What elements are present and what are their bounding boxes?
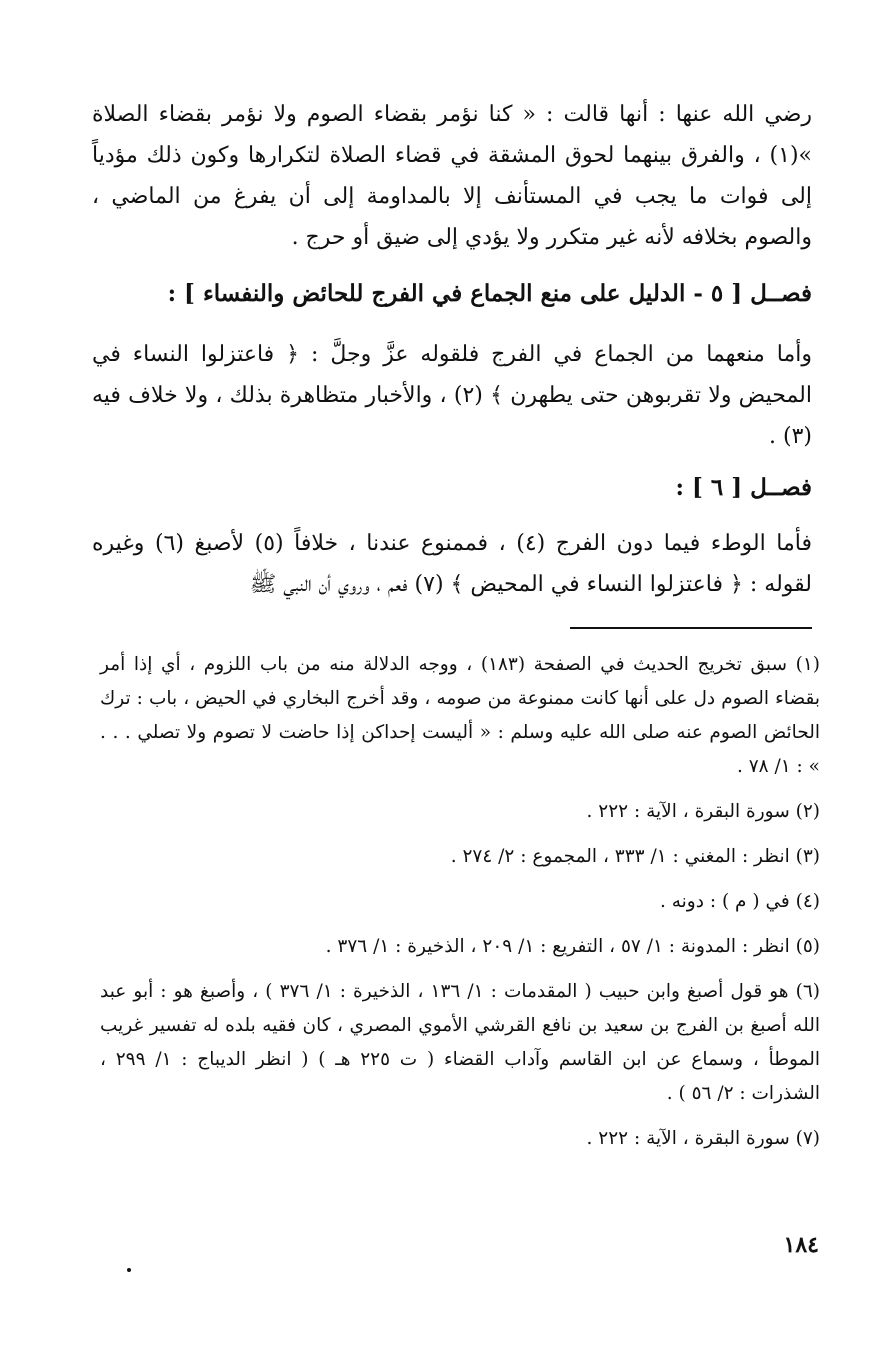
paragraph-2: وأما منعهما من الجماع في الفرج فلقوله عزَّ وجلَّ : ﴿ فاعتزلوا النساء في المحيض ولا تقربوهن حتى يطهرن ﴾ (٢) ، والأخبار متظاهرة بذلك ، ولا خلاف فيه (٣) . — [92, 342, 812, 449]
footnote-4: (٤) في ( م ) : دونه . — [659, 891, 820, 912]
paragraph-1: رضي الله عنها : أنها قالت : « كنا نؤمر بقضاء الصوم ولا نؤمر بقضاء الصلاة »(١) ، والفرق بينهما لحوق المشقة في قضاء الصلاة لتكرارها وكون ذلك مؤدياً إلى فوات ما يجب في المستأنف إلا بالمداومة إلى أن يفرغ من الماضي ، والصوم بخلافه لأنه غير متكرر ولا يؤدي إلى ضيق أو حرج . — [92, 102, 812, 250]
footnote-divider — [570, 627, 812, 629]
footnote-3: (٣) انظر : المغني : ١/ ٣٣٣ ، المجموع : ٢/ ٢٧٤ . — [450, 846, 820, 867]
footnote-2: (٢) سورة البقرة ، الآية : ٢٢٢ . — [586, 801, 820, 822]
page-number: ١٨٤ — [783, 1232, 819, 1258]
footnote-7: (٧) سورة البقرة ، الآية : ٢٢٢ . — [586, 1128, 820, 1149]
footnotes — [100, 648, 820, 1167]
paragraph-3: فأما الوطء فيما دون الفرج (٤) ، فممنوع عندنا ، خلافاً (٥) لأصبغ (٦) وغيره لقوله : ﴿ فاعتزلوا النساء في المحيض ﴾ (٧) فعم ، وروي أن النبي ﷺ — [92, 531, 812, 597]
section-heading-6: فصــل [ ٦ ] : — [675, 474, 812, 501]
footnote-5: (٥) انظر : المدونة : ١/ ٥٧ ، التفريع : ١/ ٢٠٩ ، الذخيرة : ١/ ٣٧٦ . — [325, 936, 820, 957]
section-heading-5: فصــل [ ٥ - الدليل على منع الجماع في الفرج للحائض والنفساء ] : — [167, 280, 812, 307]
footnote-1: (١) سبق تخريج الحديث في الصفحة (١٨٣) ، ووجه الدلالة منه من باب اللزوم ، أي إذا أمر بقضاء الصوم دل على أنها كانت ممنوعة من صومه ، وقد أخرج البخاري في الحيض ، باب : ترك الحائض الصوم عنه صلى الله عليه وسلم : « أليست إحداكن إذا حاضت لا تصوم ولا تصلي . . . » : ١/ ٧٨ . — [100, 654, 820, 777]
footnote-6: (٦) هو قول أصبغ وابن حبيب ( المقدمات : ١/ ١٣٦ ، الذخيرة : ١/ ٣٧٦ ) ، وأصبغ هو : أبو عبد الله أصبغ بن الفرج بن سعيد بن نافع القرشي الأموي المصري ، كان فقيه بلده له تفسير غريب الموطأ ، وسماع عن ابن القاسم وآداب القضاء ( ت ٢٢٥ هـ ) ( انظر الديباج : ١/ ٢٩٩ ، الشذرات : ٢/ ٥٦ ) . — [100, 981, 820, 1104]
print-speck — [127, 1268, 131, 1272]
